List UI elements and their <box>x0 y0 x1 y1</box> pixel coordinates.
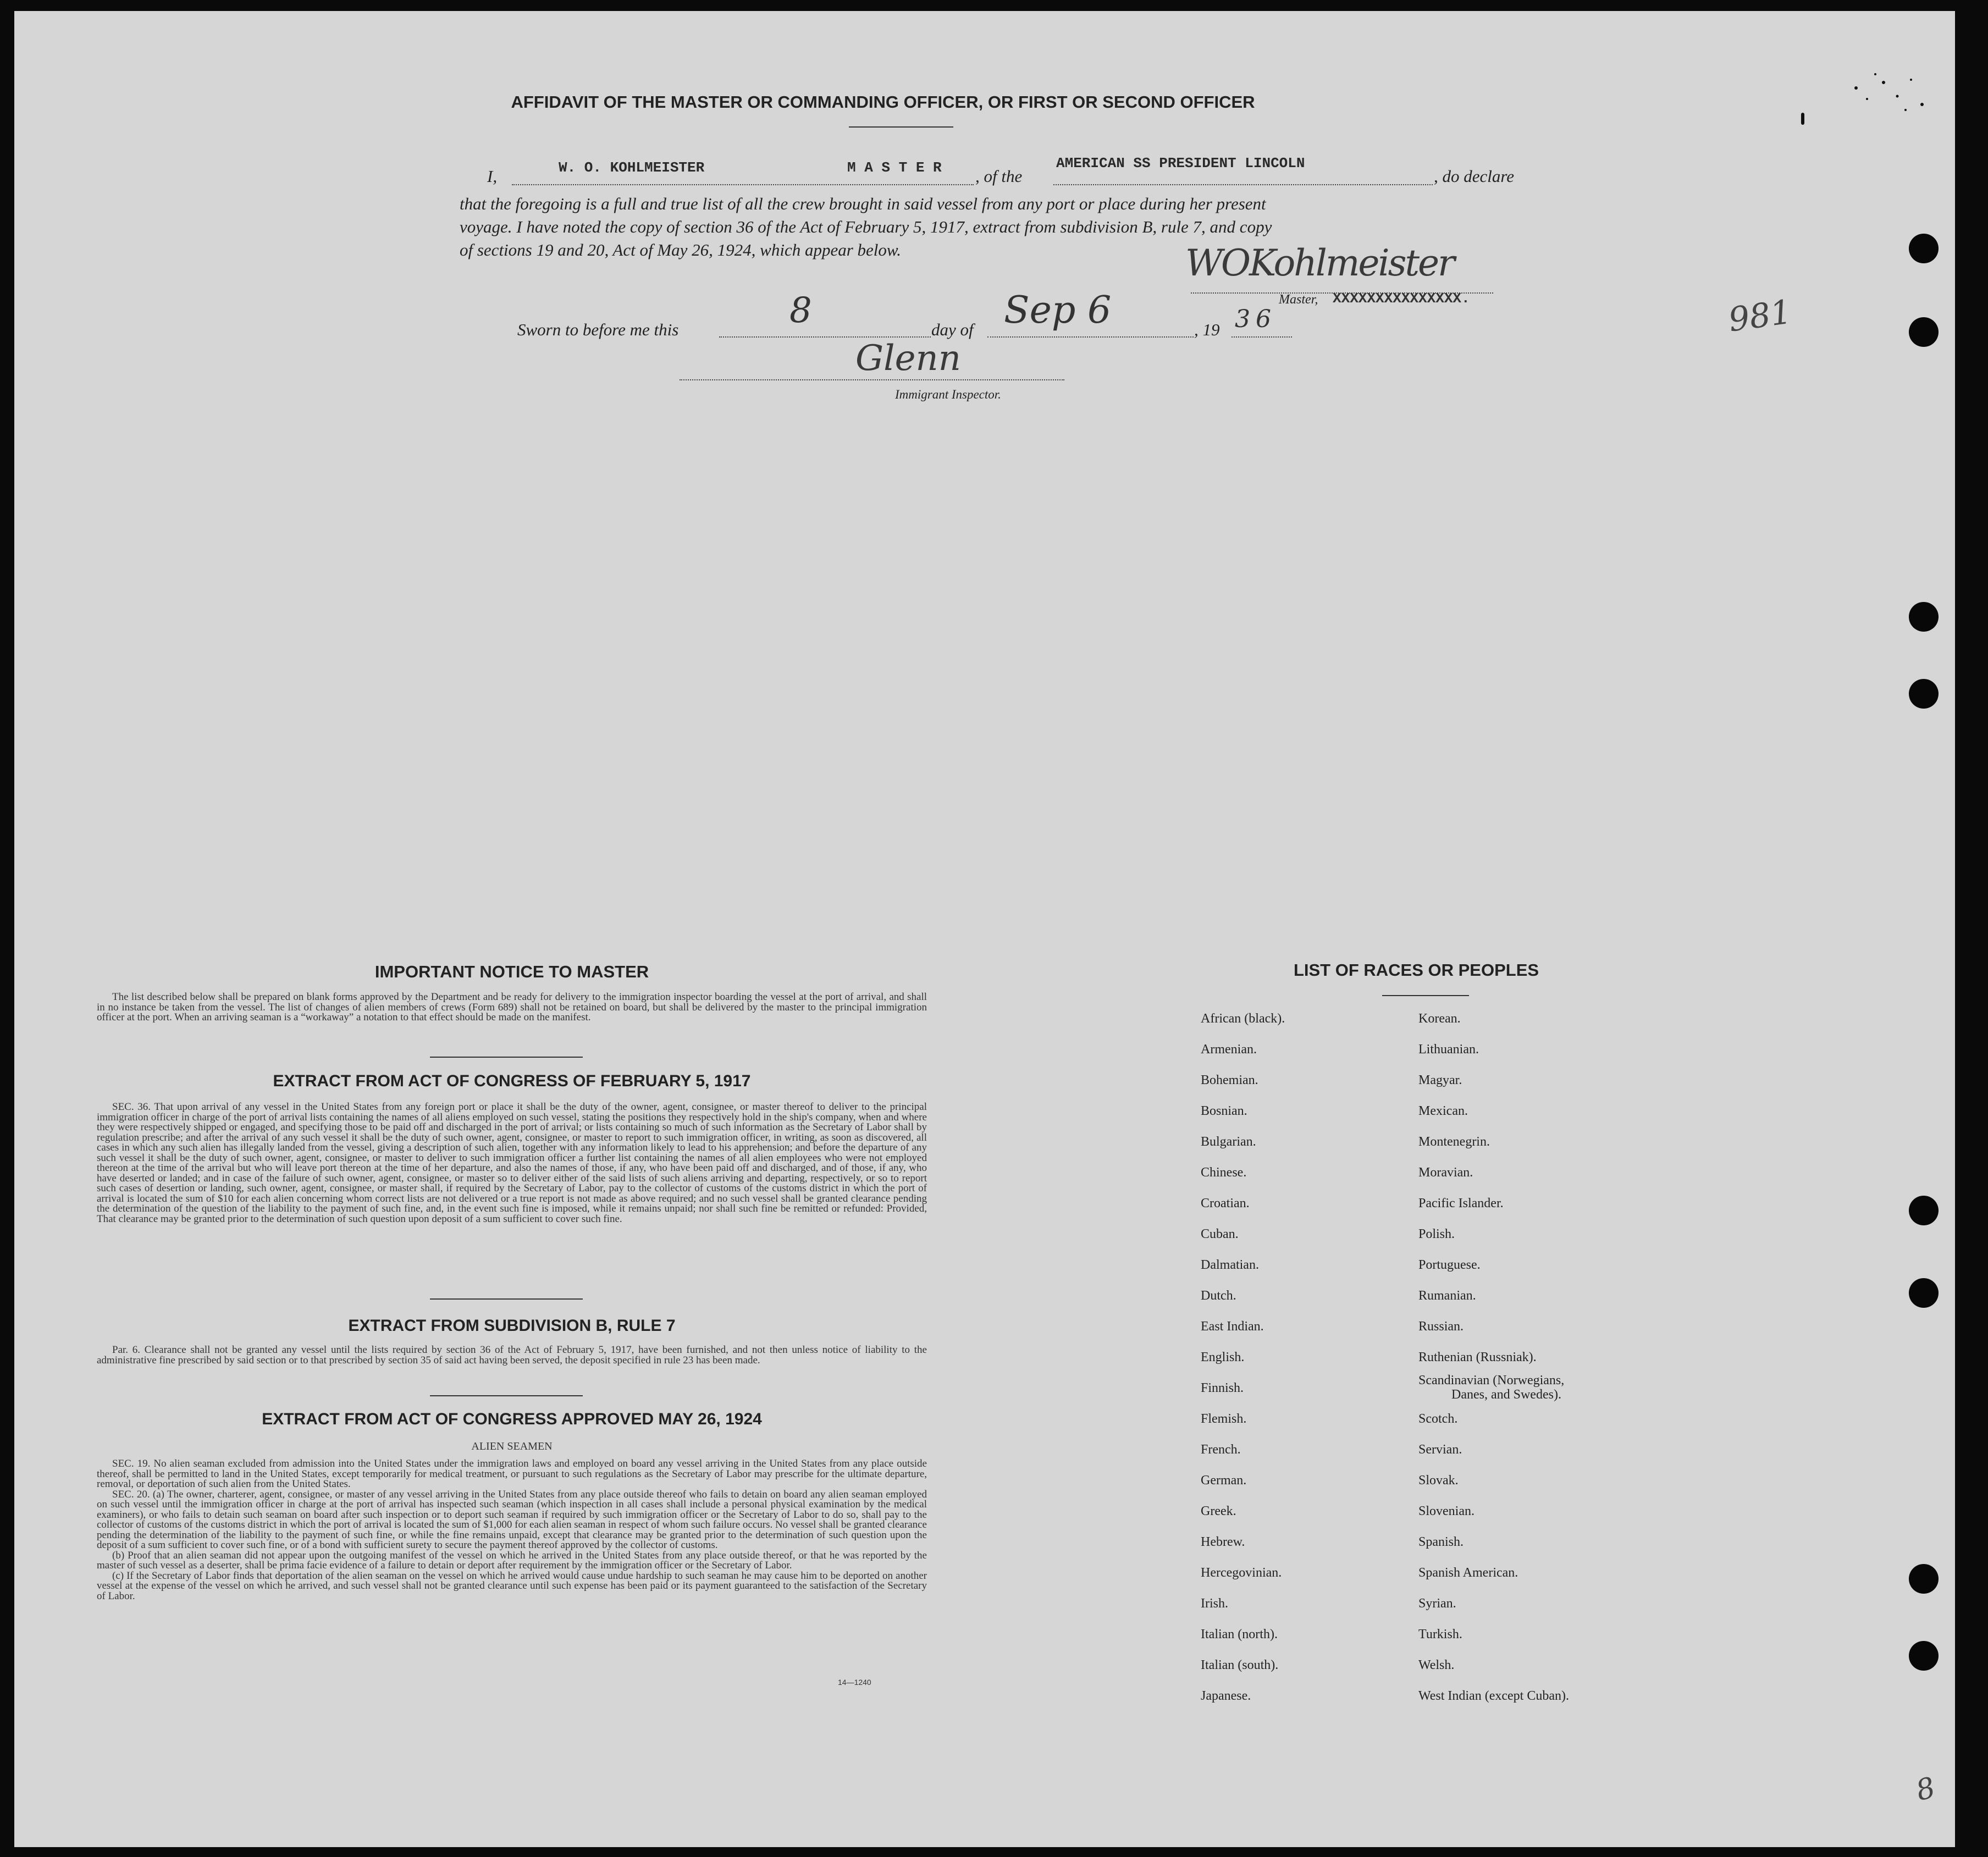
race-item: Croatian. <box>1201 1196 1250 1211</box>
name-line <box>512 184 974 185</box>
extract-1917-title: EXTRACT FROM ACT OF CONGRESS OF FEBRUARY 5, 1917 <box>273 1072 751 1090</box>
race-item: Russian. <box>1418 1319 1464 1334</box>
struck-titles: XXXXXXXXXXXXXXX. <box>1333 290 1470 307</box>
race-item: Bulgarian. <box>1201 1135 1256 1149</box>
extract-1924-title: EXTRACT FROM ACT OF CONGRESS APPROVED MAY 26, 1924 <box>262 1410 762 1428</box>
races-right-column <box>1402 1012 1677 1726</box>
punch-hole <box>1909 602 1939 632</box>
sworn-month-line <box>987 336 1194 338</box>
race-item: Scotch. <box>1418 1412 1458 1426</box>
master-signature: WOKohlmeister <box>1185 242 1454 284</box>
punch-hole <box>1909 234 1939 263</box>
race-item: Italian (south). <box>1201 1658 1279 1672</box>
sworn-day: 8 <box>789 290 812 331</box>
race-item: African (black). <box>1201 1012 1285 1026</box>
punch-hole <box>1909 1196 1939 1225</box>
year-line <box>1232 336 1292 338</box>
affidavit-title: AFFIDAVIT OF THE MASTER OR COMMANDING OFFICER, OR FIRST OR SECOND OFFICER <box>511 92 1255 112</box>
notice-divider <box>430 1057 583 1058</box>
form-number: 14—1240 <box>838 1678 871 1687</box>
notice-title: IMPORTANT NOTICE TO MASTER <box>374 962 649 981</box>
race-item: Portuguese. <box>1418 1258 1481 1272</box>
race-item: Lithuanian. <box>1418 1042 1479 1057</box>
race-item: Scandinavian (Norwegians, <box>1418 1373 1565 1388</box>
race-item: Cuban. <box>1201 1227 1239 1241</box>
race-item: Moravian. <box>1418 1165 1473 1180</box>
corner-mark: 8 <box>1912 1771 1939 1808</box>
inspector-label: Immigrant Inspector. <box>895 388 1001 401</box>
year-suffix: 36 <box>1235 305 1277 333</box>
notice-text: The list described below shall be prepared on blank forms approved by the Department and be ready for delivery to the immigration inspector boarding the vessel at the port of arrival, and shall in no instance be taken from the vessel. The list of changes of alien members of crews (Form 689) shall not be retained on board, but shall be delivered by the master to the principal immigration officer at the port. When an arriving seaman is a “workaway” a notation to that effect should be made on the manifest. <box>97 991 927 1023</box>
year-prefix: , 19 <box>1194 320 1220 339</box>
race-item: Ruthenian (Russniak). <box>1418 1350 1537 1364</box>
extract-1917-text: SEC. 36. That upon arrival of any vessel in the United States from any foreign port or place it shall be the duty of the owner, agent, consignee, or master thereof to deliver to the principal immigration officer in charge of the port of arrival lists containing the names of all aliens employed on such vessel, stating the positions they respectively hold in the ship's company, when and where they were respectively shipped or engaged, and specifying those to be paid off and discharged in the port of arrival; or lists containing so much of such information as the Secretary of Labor shall by regulation prescribe; and after the arrival of any such vessel it shall be the duty of such owner, agent, consignee, or master to report to such immigration officer, in writing, as soon as discovered, all cases in which any such alien has illegally landed from the vessel, giving a description of such alien, together with any information likely to lead to his apprehension; and before the departure of any such vessel it shall be the duty of such owner, agent, consignee, or master to deliver to such immigration officer a further list containing the names of all alien employees who were not employed thereon at the time of the arrival but who will leave port thereon at the time of her departure, and also the names of those, if any, who have been paid off and discharged, and of those, if any, who have deserted or landed; and in case of the failure of such owner, agent, consignee, or master so to deliver either of the said lists of such aliens arriving and departing, respectively, or so to report such cases of desertion or landing, such owner, agent, consignee, or master shall, if required by the Secretary of Labor, pay to the collector of customs of the customs district in which the port of arrival is located the sum of $10 for each alien concerning whom correct lists are not delivered or a true report is not made as above required; and no such vessel shall be granted clearance pending the determination of the question of the liability to the payment of such fine, and, in the event such fine is imposed, while it remains unpaid; nor shall such fine be remitted or refunded: Provided, That clearance may be granted prior to the determination of such question upon deposit of a sum sufficient to cover such fine. <box>97 1101 927 1225</box>
race-item: Polish. <box>1418 1227 1455 1241</box>
race-item: Turkish. <box>1418 1627 1462 1642</box>
race-item: Rumanian. <box>1418 1289 1476 1303</box>
race-item: Syrian. <box>1418 1596 1456 1611</box>
sec20a-text: SEC. 20. (a) The owner, charterer, agent, consignee, or master of any vessel arriving in the United States from any place outside thereof who fails to detain on board any alien seaman employed on such vessel until the immigration officer in charge at the port of arrival has inspected such seaman (which inspection in all cases shall include a personal physical examination by the medical examiners), or who fails to detain such seaman on board after such inspection or to deport such seaman if required by such immigration officer or the Secretary of Labor to do so, shall pay to the collector of customs of the customs district in which the port of arrival is located the sum of $1,000 for each alien seaman in respect of whom such failure occurs. No vessel shall be granted clearance pending the determination of the liability to the payment of such fine, or while the fine remains unpaid, except that clearance may be granted prior to the determination of such question upon the deposit of a sum sufficient to cover such fine, or of a bond with sufficient surety to secure the payment thereof approved by the collector of customs. <box>97 1488 927 1551</box>
race-item: Flemish. <box>1201 1412 1247 1426</box>
affidavit-body-line-1: that the foregoing is a full and true list of all the crew brought in said vessel from any port or place during her present <box>460 194 1266 213</box>
race-item: Bohemian. <box>1201 1073 1258 1087</box>
race-item: Montenegrin. <box>1418 1135 1490 1149</box>
race-item: Hebrew. <box>1201 1535 1245 1549</box>
race-item: Finnish. <box>1201 1381 1244 1395</box>
race-item: Korean. <box>1418 1012 1461 1026</box>
sworn-label: Sworn to before me this <box>517 320 679 339</box>
race-item: Hercegovinian. <box>1201 1566 1282 1580</box>
race-item: Japanese. <box>1201 1689 1251 1703</box>
extract-rule7-text: Par. 6. Clearance shall not be granted any vessel until the lists required by section 36 of the Act of February 5, 1917, have been furnished, and not then unless notice of liability to the administrative fine prescribed by said section or to that prescribed by section 35 of said act having been served, the deposit specified in rule 23 has been made. <box>97 1344 927 1366</box>
race-item: Servian. <box>1418 1443 1462 1457</box>
race-item: Irish. <box>1201 1596 1228 1611</box>
races-title: LIST OF RACES OR PEOPLES <box>1293 960 1539 980</box>
race-item: Dalmatian. <box>1201 1258 1259 1272</box>
race-item: Magyar. <box>1418 1073 1462 1087</box>
race-item: Spanish American. <box>1418 1566 1518 1580</box>
extract-1924-text <box>97 1459 927 1601</box>
vessel-name: AMERICAN SS PRESIDENT LINCOLN <box>1056 155 1305 172</box>
vessel-line <box>1053 184 1433 185</box>
day-of-label: day of <box>931 320 974 339</box>
punch-hole <box>1909 1641 1939 1671</box>
sec20c-text: (c) If the Secretary of Labor finds that deportation of the alien seaman on the vessel on which he arrived would cause undue hardship to such seaman he may cause him to be deported on another vessel at the expense of the vessel on which he arrived, and such vessel shall not be granted clearance until such expense has been paid or its payment guaranteed to the satisfaction of the Secretary of Labor. <box>97 1569 927 1602</box>
document-page <box>14 11 1955 1847</box>
extract-1924-subtitle: ALIEN SEAMEN <box>471 1440 553 1452</box>
race-item: Armenian. <box>1201 1042 1257 1057</box>
race-item: Slovenian. <box>1418 1504 1475 1518</box>
ink-speck <box>1801 113 1804 125</box>
master-rank: M A S T E R <box>847 159 942 176</box>
race-item: East Indian. <box>1201 1319 1264 1334</box>
race-item: German. <box>1201 1473 1247 1488</box>
race-item: West Indian (except Cuban). <box>1418 1689 1569 1703</box>
sworn-day-line <box>719 336 931 338</box>
race-item: Greek. <box>1201 1504 1236 1518</box>
punch-hole <box>1909 679 1939 709</box>
race-item: Pacific Islander. <box>1418 1196 1504 1211</box>
punch-hole <box>1909 317 1939 347</box>
affidavit-i-label: I, <box>487 167 498 186</box>
races-divider <box>1382 995 1469 996</box>
race-item: French. <box>1201 1443 1241 1457</box>
inspector-signature: Glenn <box>855 338 961 379</box>
affidavit-body-line-3: of sections 19 and 20, Act of May 26, 1924, which appear below. <box>460 240 902 259</box>
affidavit-body-line-2: voyage. I have noted the copy of section 36 of the Act of February 5, 1917, extract from subdivision B, rule 7, and copy <box>460 217 1272 236</box>
punch-hole <box>1909 1278 1939 1308</box>
master-label: Master, <box>1279 292 1318 307</box>
of-the-label: , of the <box>975 167 1023 186</box>
race-item: Spanish. <box>1418 1535 1464 1549</box>
race-item: Welsh. <box>1418 1658 1455 1672</box>
race-item: English. <box>1201 1350 1245 1364</box>
master-name: W. O. KOHLMEISTER <box>559 159 705 176</box>
sworn-month: Sep 6 <box>1004 289 1112 332</box>
extract-1917-divider <box>430 1298 583 1300</box>
corner-specks <box>1845 66 1933 115</box>
race-item: Dutch. <box>1201 1289 1236 1303</box>
race-item: Chinese. <box>1201 1165 1247 1180</box>
sec19-text: SEC. 19. No alien seaman excluded from admission into the United States under the immigration laws and employed on board any vessel arriving in the United States from any place outside thereof, shall be permitted to land in the United States, except temporarily for medical treatment, or pursuant to such regulations as the Secretary of Labor may prescribe for the ultimate departure, removal, or deportation of such alien from the United States. <box>97 1458 927 1490</box>
margin-number: 981 <box>1726 292 1794 340</box>
punch-hole <box>1909 1564 1939 1594</box>
extract-rule7-title: EXTRACT FROM SUBDIVISION B, RULE 7 <box>348 1317 676 1335</box>
race-item: Bosnian. <box>1201 1104 1247 1118</box>
race-item: Mexican. <box>1418 1104 1468 1118</box>
inspector-line <box>680 379 1064 380</box>
title-divider <box>849 126 953 128</box>
extract-rule7-divider <box>430 1395 583 1396</box>
sec20b-text: (b) Proof that an alien seaman did not appear upon the outgoing manifest of the vessel on which he arrived in the United States from any place outside thereof, or that he was reported by the master of such vessel as a deserter, shall be prima facie evidence of a failure to detain or deport after requirement by the immigration officer or the Secretary of Labor. <box>97 1549 927 1571</box>
race-item: Italian (north). <box>1201 1627 1278 1642</box>
race-item: Slovak. <box>1418 1473 1459 1488</box>
do-declare-label: , do declare <box>1434 167 1515 186</box>
race-item-continuation: Danes, and Swedes). <box>1451 1388 1561 1402</box>
